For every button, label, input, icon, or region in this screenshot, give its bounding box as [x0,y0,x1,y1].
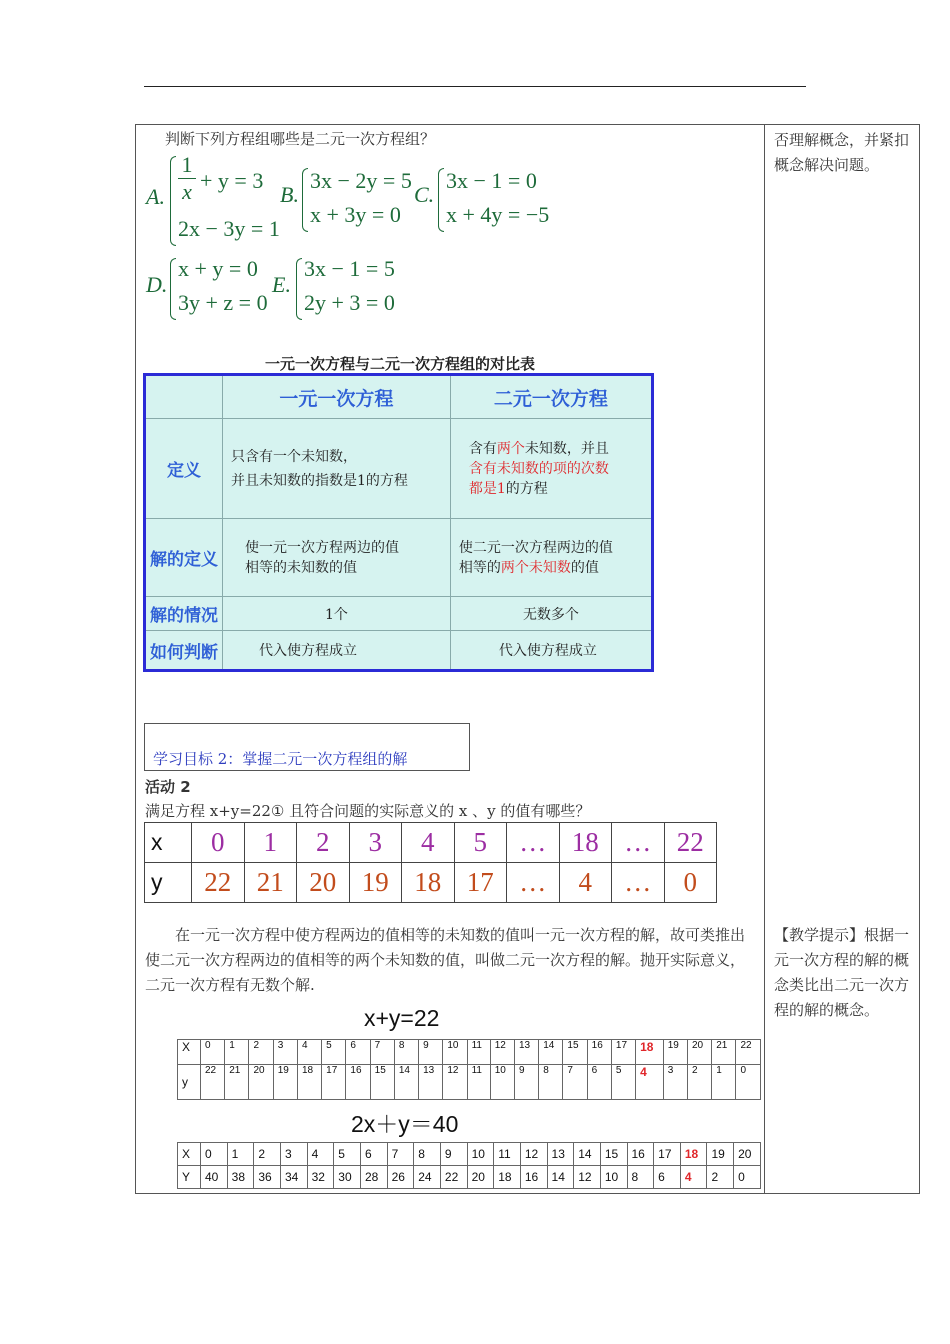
xy-x-value-9: 22 [664,823,717,863]
table2-x-value-15: 15 [600,1143,627,1166]
table1-x-value-16: 16 [587,1040,611,1065]
xy-x-value-2: 2 [297,823,350,863]
xy-x-value-8: … [612,823,665,863]
table2-x-value-10: 10 [467,1143,494,1166]
table2-row-y [178,1166,761,1189]
xy-y-value-5: 17 [454,863,507,903]
xy-values-table [144,822,717,903]
xy-y-value-6: … [507,863,560,903]
solution-def-col2-two: 两个未知数 [500,559,571,576]
system-b-line2: x + 3y = 0 [310,202,401,227]
comparison-col2-header: 二元一次方程 [450,375,652,419]
table1-x-value-17: 17 [611,1040,635,1065]
table2-x-value-5: 5 [334,1143,361,1166]
table2-x-value-19: 19 [707,1143,734,1166]
table1-x-value-11: 11 [467,1040,490,1065]
xy-row-y [145,863,717,903]
definition-col2-f: 的方程 [505,480,548,497]
table1-x-value-12: 12 [490,1040,514,1065]
table2-y-value-18: 4 [680,1166,707,1189]
table1-y-value-6: 16 [346,1065,370,1100]
table2-y-value-9: 22 [440,1166,467,1189]
side-note-teaching-tip: 【教学提示】根据一元一次方程的解的概念类比出二元一次方程的解的概念。 [774,926,910,1019]
table2-y-value-17: 6 [654,1166,681,1189]
table1-x-value-2: 2 [249,1040,273,1065]
system-a-line2: 2x − 3y = 1 [178,216,280,241]
table1-title: x+y=22 [364,1005,440,1031]
xy-x-value-0: 0 [192,823,245,863]
table1-x-value-10: 10 [443,1040,467,1065]
table2-y-value-11: 18 [494,1166,521,1189]
side-note-concept: 否理解概念，并紧扣概念解决问题。 [774,131,910,174]
solution-paragraph: 在一元一次方程中使方程两边的值相等的未知数的值叫一元一次方程的解，故可类推出使二元一次方程两边的值相等的两个未知数的值，叫做二元一次方程的解。抛开实际意义，二元一次方程有无数个解. [145,926,746,994]
table1-y-value-7: 15 [370,1065,394,1100]
system-d-line2: 3y + z = 0 [178,290,268,315]
xy-y-value-2: 20 [297,863,350,903]
table2-x-value-3: 3 [280,1143,307,1166]
system-c-brace [438,168,444,232]
judge-col1: 代入使方程成立 [223,631,451,671]
system-d-line1: x + y = 0 [178,256,258,281]
table1-x-value-15: 15 [563,1040,587,1065]
definition-col2-two: 两个 [496,440,525,457]
table2-x-value-12: 12 [520,1143,547,1166]
table1-y-value-17: 5 [611,1065,635,1100]
comparison-row-definition [145,419,653,519]
table1-x-value-5: 5 [322,1040,346,1065]
table2-y-value-3: 34 [280,1166,307,1189]
xy-y-header: y [145,863,192,903]
table1-x-value-0: 0 [201,1040,225,1065]
solution-def-col1-line1: 使一元一次方程两边的值 [245,539,399,556]
xy-x-value-7: 18 [559,823,612,863]
table2-x-value-6: 6 [360,1143,387,1166]
definition-col2-c: 未知数，并且 [524,440,609,457]
table1-x-value-14: 14 [539,1040,563,1065]
table1-x-value-13: 13 [514,1040,538,1065]
activity-label: 活动 2 [145,778,191,796]
row-label-solution-case: 解的情况 [145,597,223,631]
comparison-header-row [145,375,653,419]
xy-y-value-8: … [612,863,665,903]
table2-x-value-1: 1 [227,1143,254,1166]
table1-x-value-22: 22 [736,1040,761,1065]
system-d-brace [170,258,176,320]
table2-y-value-2: 36 [254,1166,281,1189]
solutions-table-1 [177,1039,761,1100]
comparison-title: 一元一次方程与二元一次方程组的对比表 [264,355,535,373]
system-c-label: C. [414,182,435,207]
definition-col2-all1: 都是1 [468,480,506,497]
table2-y-value-14: 12 [574,1166,601,1189]
row-label-judge: 如何判断 [145,631,223,671]
table1-x-value-1: 1 [225,1040,249,1065]
system-b-label: B. [280,182,299,207]
table2-y-value-4: 32 [307,1166,334,1189]
comparison-corner [145,375,223,419]
table2-x-value-2: 2 [254,1143,281,1166]
table1-y-value-12: 10 [490,1065,514,1100]
definition-col1-line2: 并且未知数的指数是1的方程 [231,472,408,489]
question-title: 判断下列方程组哪些是二元一次方程组？ [165,130,436,148]
table2-x-value-16: 16 [627,1143,654,1166]
solution-def-col2-line1: 使二元一次方程两边的值 [458,539,613,556]
table1-y-value-18: 4 [636,1065,664,1100]
table2-y-header: Y [178,1166,201,1189]
xy-y-value-3: 19 [349,863,402,903]
comparison-row-solution-case [145,597,653,631]
system-b-line1: 3x − 2y = 5 [310,168,412,193]
table1-x-header: X [178,1040,201,1065]
table2-x-value-13: 13 [547,1143,574,1166]
system-a-brace [170,156,176,246]
table1-y-value-21: 1 [712,1065,736,1100]
xy-x-value-4: 4 [402,823,455,863]
definition-col1-line1: 只含有一个未知数， [231,448,357,465]
table2-y-value-13: 14 [547,1166,574,1189]
table2-y-value-12: 16 [520,1166,547,1189]
system-c-line1: 3x − 1 = 0 [446,168,537,193]
table2-y-value-5: 30 [334,1166,361,1189]
activity-question: 满足方程 x+y=22① 且符合问题的实际意义的 x 、y 的值有哪些？ [145,802,591,820]
table1-x-value-20: 20 [687,1040,711,1065]
table1-x-value-8: 8 [394,1040,418,1065]
table1-y-value-11: 11 [467,1065,490,1100]
table2-x-value-18: 18 [680,1143,707,1166]
table1-y-value-3: 19 [273,1065,297,1100]
table1-y-value-15: 7 [563,1065,587,1100]
comparison-row-solution-def [145,519,653,597]
system-e-brace [296,258,302,320]
table2-x-value-17: 17 [654,1143,681,1166]
table1-x-value-9: 9 [419,1040,443,1065]
comparison-col1-header: 一元一次方程 [223,375,451,419]
system-a-numerator: 1 [181,152,193,177]
table1-x-value-7: 7 [370,1040,394,1065]
table2-row-x [178,1143,761,1166]
xy-y-value-4: 18 [402,863,455,903]
xy-x-value-6: … [507,823,560,863]
table2-x-value-4: 4 [307,1143,334,1166]
system-a-label: A. [146,184,165,209]
solution-case-col1: 1个 [223,597,451,631]
table2-y-value-16: 8 [627,1166,654,1189]
xy-row-x [145,823,717,863]
system-a-fraction [178,152,196,205]
system-e-line1: 3x − 1 = 5 [304,256,395,281]
table2-x-header: X [178,1143,201,1166]
solutions-table-2 [177,1142,761,1189]
table2-title: 2x＋y＝40 [351,1111,459,1137]
table2-x-value-9: 9 [440,1143,467,1166]
table1-y-value-14: 8 [539,1065,563,1100]
row-label-solution-def: 解的定义 [145,519,223,597]
xy-x-header: x [145,823,192,863]
table1-y-value-9: 13 [419,1065,443,1100]
table2-y-value-20: 0 [734,1166,761,1189]
table1-x-value-18: 18 [636,1040,664,1065]
table2-y-value-8: 24 [414,1166,441,1189]
table1-row-y [178,1065,761,1100]
table2-y-value-7: 26 [387,1166,414,1189]
system-e-line2: 2y + 3 = 0 [304,290,395,315]
solution-case-col2: 无数多个 [450,597,652,631]
table1-y-value-0: 22 [201,1065,225,1100]
solution-def-col1 [223,519,451,597]
definition-col1 [223,419,451,519]
xy-y-value-7: 4 [559,863,612,903]
table1-y-value-19: 3 [663,1065,687,1100]
table2-x-value-20: 20 [734,1143,761,1166]
system-b-brace [302,168,308,232]
comparison-table [143,373,654,672]
header-rule [144,86,806,87]
system-a-denominator: x [182,179,192,204]
definition-col2 [450,419,652,519]
table2-y-value-6: 28 [360,1166,387,1189]
system-c-line2: x + 4y = −5 [446,202,550,227]
table1-y-value-2: 20 [249,1065,273,1100]
judge-col2: 代入使方程成立 [450,631,652,671]
table1-row-x [178,1040,761,1065]
table2-y-value-1: 38 [227,1166,254,1189]
table2-y-value-10: 20 [467,1166,494,1189]
system-e-label: E. [272,272,291,297]
table2-y-value-0: 40 [201,1166,228,1189]
row-label-definition: 定义 [145,419,223,519]
solution-def-col1-line2: 相等的未知数的值 [245,559,357,576]
table2-x-value-14: 14 [574,1143,601,1166]
table1-y-value-1: 21 [225,1065,249,1100]
definition-col2-degree: 含有未知数的项的次数 [468,460,609,477]
solution-def-col2-c: 的值 [570,559,599,576]
table1-y-value-4: 18 [297,1065,321,1100]
xy-y-value-0: 22 [192,863,245,903]
table2-x-value-11: 11 [494,1143,521,1166]
xy-x-value-5: 5 [454,823,507,863]
table1-y-value-20: 2 [687,1065,711,1100]
table2-x-value-8: 8 [414,1143,441,1166]
comparison-row-judge [145,631,653,671]
table1-y-value-16: 6 [587,1065,611,1100]
xy-x-value-3: 3 [349,823,402,863]
xy-y-value-1: 21 [244,863,297,903]
learning-goal: 学习目标 2：掌握二元一次方程组的解 [153,750,408,768]
table1-x-value-3: 3 [273,1040,297,1065]
xy-x-value-1: 1 [244,823,297,863]
table2-x-value-0: 0 [201,1143,228,1166]
table1-y-value-13: 9 [514,1065,538,1100]
table1-x-value-19: 19 [663,1040,687,1065]
table1-x-value-4: 4 [297,1040,321,1065]
table1-y-header: y [178,1065,201,1100]
table1-y-value-22: 0 [736,1065,761,1100]
table1-y-value-8: 14 [394,1065,418,1100]
table2-x-value-7: 7 [387,1143,414,1166]
table2-y-value-19: 2 [707,1166,734,1189]
definition-col2-a: 含有 [468,440,497,457]
table1-x-value-21: 21 [712,1040,736,1065]
table1-x-value-6: 6 [346,1040,370,1065]
system-d-label: D. [146,272,168,297]
system-a-line1-rest: + y = 3 [200,168,264,193]
table1-y-value-10: 12 [443,1065,467,1100]
column-divider [764,124,765,1194]
table2-y-value-15: 10 [600,1166,627,1189]
table1-y-value-5: 17 [322,1065,346,1100]
xy-y-value-9: 0 [664,863,717,903]
solution-def-col2-a: 相等的 [458,559,501,576]
solution-def-col2 [450,519,652,597]
